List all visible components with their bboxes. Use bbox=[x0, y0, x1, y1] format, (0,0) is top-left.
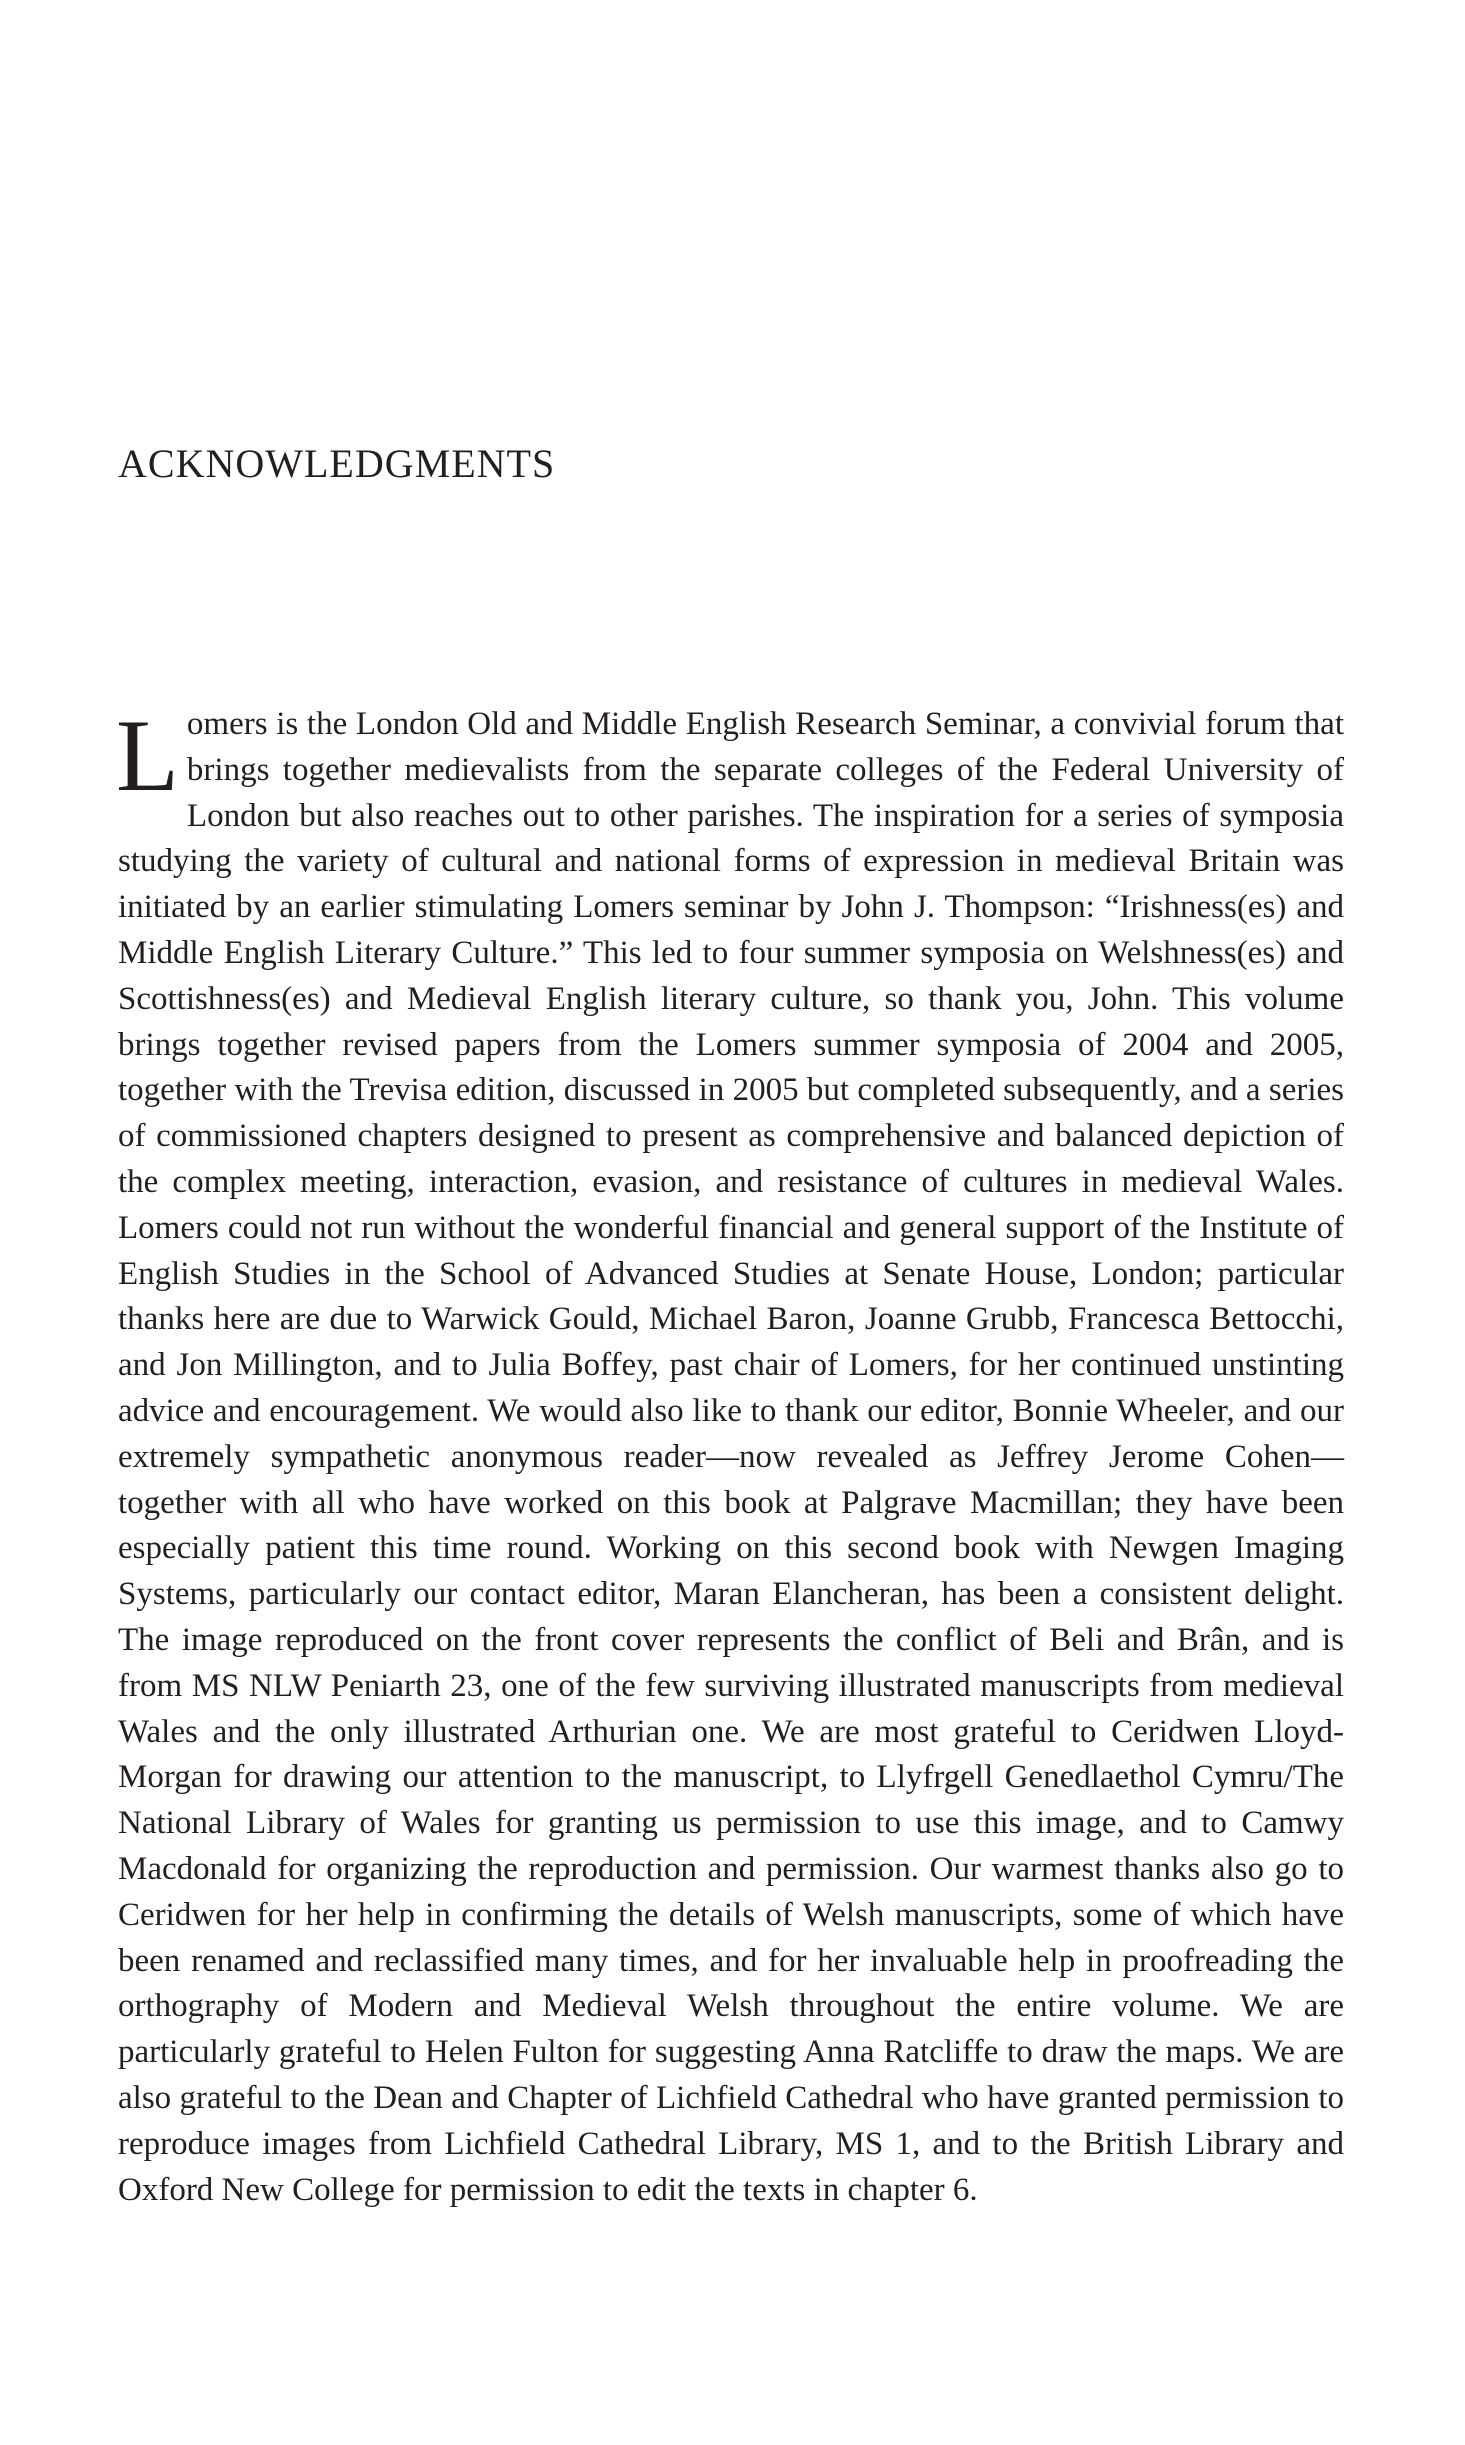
drop-cap: L bbox=[116, 699, 179, 813]
page-title: ACKNOWLEDGMENTS bbox=[118, 441, 556, 486]
acknowledgments-paragraph bbox=[116, 699, 1344, 2213]
acknowledgments-text: omers is the London Old and Middle English Research Seminar, a convivial forum that brings together medievalists from the separate colleges of the Federal University of London but also reaches out to other parishes. The inspiration for a series of symposia studying the variety of cultural and national forms of expression in medieval Britain was initiated by an earlier stimulating Lomers seminar by John J. Thompson: “Irishness(es) and Middle English Literary Culture.” This led to four summer symposia on Welshness(es) and Scottishness(es) and Medieval English literary culture, so thank you, John. This volume brings together revised papers from the Lomers summer symposia of 2004 and 2005, together with the Trevisa edition, discussed in 2005 but completed subsequently, and a series of commissioned chapters designed to present as comprehensive and balanced depiction of the complex meeting, interaction, evasion, and resistance of cultures in medieval Wales. Lomers could not run without the wonderful financial and general support of the Institute of English Studies in the School of Advanced Studies at Senate House, London; particular thanks here are due to Warwick Gould, Michael Baron, Joanne Grubb, Francesca Bettocchi, and Jon Millington, and to Julia Boffey, past chair of Lomers, for her continued unstinting advice and encouragement. We would also like to thank our editor, Bonnie Wheeler, and our extremely sympathetic anonymous reader—now revealed as Jeffrey Jerome Cohen—together with all who have worked on this book at Palgrave Macmillan; they have been especially patient this time round. Working on this second book with Newgen Imaging Systems, particularly our contact editor, Maran Elancheran, has been a consistent delight. The image reproduced on the front cover represents the conflict of Beli and Brân, and is from MS NLW Peniarth 23, one of the few surviving illustrated manuscripts from medieval Wales and the only illustrated Arthurian one. We are most grateful to Ceridwen Lloyd-Morgan for drawing our attention to the manuscript, to Llyfrgell Genedlaethol Cymru/The National Library of Wales for granting us permission to use this image, and to Camwy Macdonald for organizing the reproduction and permission. Our warmest thanks also go to Ceridwen for her help in confirming the details of Welsh manuscripts, some of which have been renamed and reclassified many times, and for her invaluable help in proofreading the orthography of Modern and Medieval Welsh throughout the entire volume. We are particularly grateful to Helen Fulton for suggesting Anna Ratcliffe to draw the maps. We are also grateful to the Dean and Chapter of Lichfield Cathedral who have granted permission to reproduce images from Lichfield Cathedral Library, MS 1, and to the British Library and Oxford New College for permission to edit the texts in chapter 6. bbox=[118, 706, 1344, 2208]
